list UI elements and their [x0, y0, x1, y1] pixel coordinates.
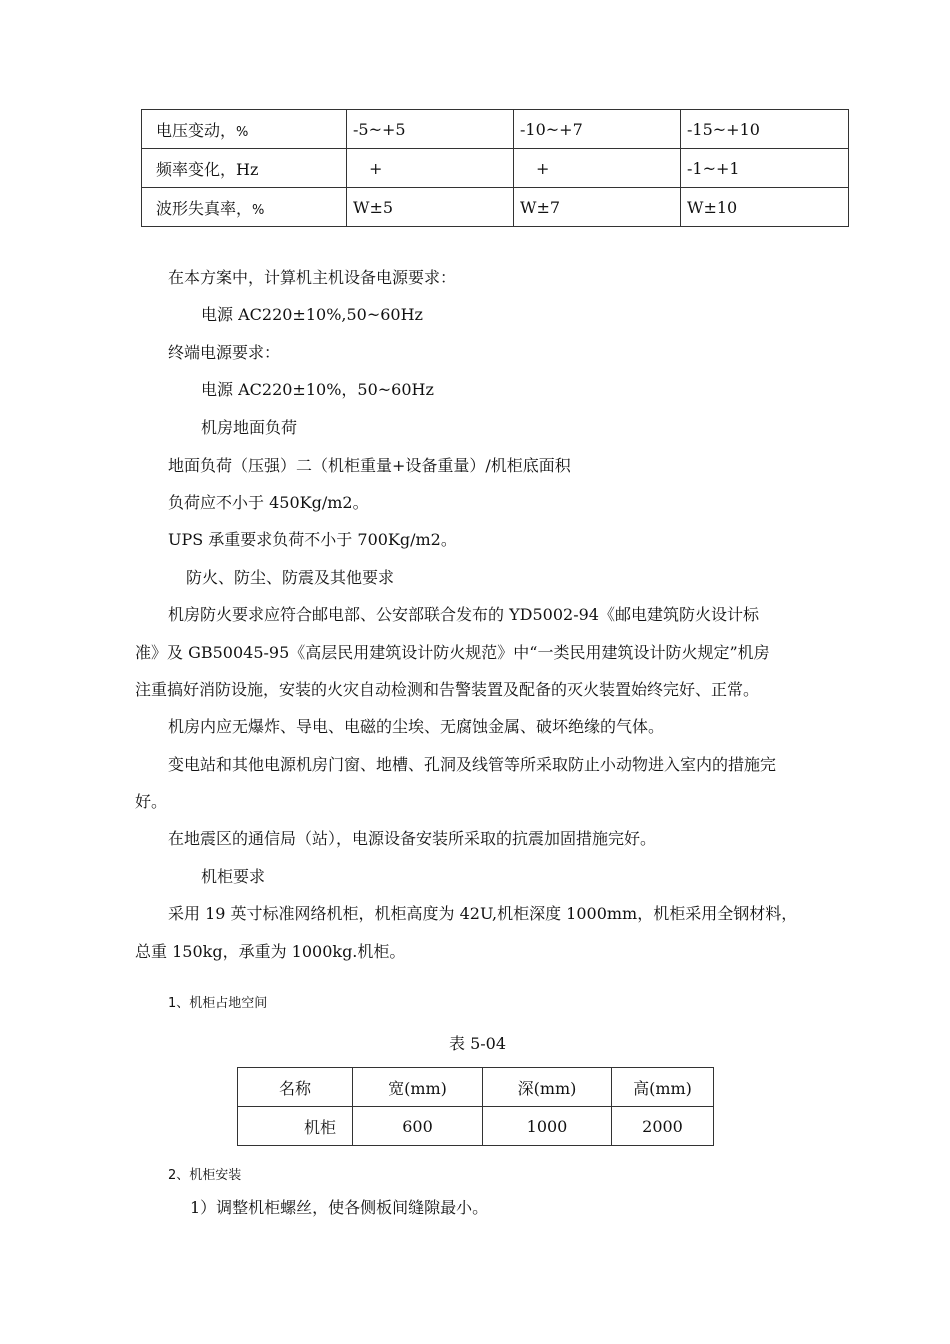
subheading: 防火、防尘、防震及其他要求	[186, 568, 395, 587]
table-cell: 1000	[483, 1107, 612, 1146]
table-cell: -1~+1	[681, 149, 849, 188]
table-cell	[142, 188, 347, 227]
table-cell: -5~+5	[347, 110, 514, 149]
table-cell	[514, 149, 681, 188]
paragraph: UPS 承重要求负荷不小于 700Kg/m2。	[168, 530, 457, 549]
paragraph-line: 注重搞好消防设施，安装的火灾自动检测和告警装置及配备的灭火装置始终完好、正常。	[135, 680, 760, 699]
paragraph-line: 总重 150kg，承重为 1000kg.机柜。	[135, 942, 406, 961]
table-row	[142, 149, 849, 188]
paragraph: 终端电源要求：	[168, 343, 281, 362]
table-row	[142, 110, 849, 149]
cabinet-dimensions-table	[237, 1067, 714, 1146]
column-header: 宽(mm)	[353, 1068, 483, 1107]
paragraph: 电源 AC220±10%，50~60Hz	[201, 380, 434, 399]
row-label: 波形失真率，	[156, 198, 253, 218]
paragraph: 在地震区的通信局（站），电源设备安装所采取的抗震加固措施完好。	[168, 829, 657, 848]
paragraph-line: 采用 19 英寸标准网络机柜，机柜高度为 42U,机柜深度 1000mm，机柜采用全钢材料，	[168, 904, 798, 923]
paragraph-line: 变电站和其他电源机房门窗、地槽、孔洞及线管等所采取防止小动物进入室内的措施完	[168, 755, 777, 774]
subheading: 机房地面负荷	[201, 418, 298, 437]
table-header-row	[238, 1068, 714, 1107]
table-cell: W±7	[514, 188, 681, 227]
paragraph-line: 好。	[135, 792, 168, 811]
paragraph-line: 准》及 GB50045-95《高层民用建筑设计防火规范》中“一类民用建筑设计防火规定”机房	[135, 643, 770, 662]
cell-value: +	[536, 158, 550, 178]
power-spec-table	[141, 109, 849, 227]
row-unit: %	[236, 124, 249, 140]
table-row	[238, 1107, 714, 1146]
paragraph-line: 机房防火要求应符合邮电部、公安部联合发布的 YD5002-94《邮电建筑防火设计标	[168, 605, 759, 624]
subheading: 机柜要求	[201, 867, 266, 886]
table-caption: 表 5-04	[449, 1034, 507, 1053]
paragraph: 在本方案中，计算机主机设备电源要求：	[168, 268, 457, 287]
table-cell	[347, 149, 514, 188]
column-header: 高(mm)	[612, 1068, 714, 1107]
table-cell: W±10	[681, 188, 849, 227]
table-cell: 机柜	[238, 1107, 353, 1146]
paragraph: 电源 AC220±10%,50~60Hz	[201, 305, 423, 324]
list-item: 1）调整机柜螺丝，使各侧板间缝隙最小。	[190, 1198, 489, 1217]
table-row	[142, 188, 849, 227]
cell-value: +	[369, 158, 383, 178]
section-heading: 1、机柜占地空间	[168, 996, 268, 1011]
table-cell: -15~+10	[681, 110, 849, 149]
paragraph: 负荷应不小于 450Kg/m2。	[168, 493, 369, 512]
table-cell: 2000	[612, 1107, 714, 1146]
table-cell	[142, 110, 347, 149]
table-cell: W±5	[347, 188, 514, 227]
column-header: 深(mm)	[483, 1068, 612, 1107]
table-cell: -10~+7	[514, 110, 681, 149]
row-label: 频率变化，Hz	[156, 159, 259, 179]
table-cell: 600	[353, 1107, 483, 1146]
row-unit: %	[252, 202, 265, 218]
paragraph: 机房内应无爆炸、导电、电磁的尘埃、无腐蚀金属、破坏绝缘的气体。	[168, 717, 665, 736]
paragraph: 地面负荷（压强）二（机柜重量+设备重量）/机柜底面积	[168, 456, 571, 475]
row-label: 电压变动，	[156, 120, 237, 140]
section-heading: 2、机柜安装	[168, 1168, 242, 1183]
column-header: 名称	[238, 1068, 353, 1107]
table-cell	[142, 149, 347, 188]
